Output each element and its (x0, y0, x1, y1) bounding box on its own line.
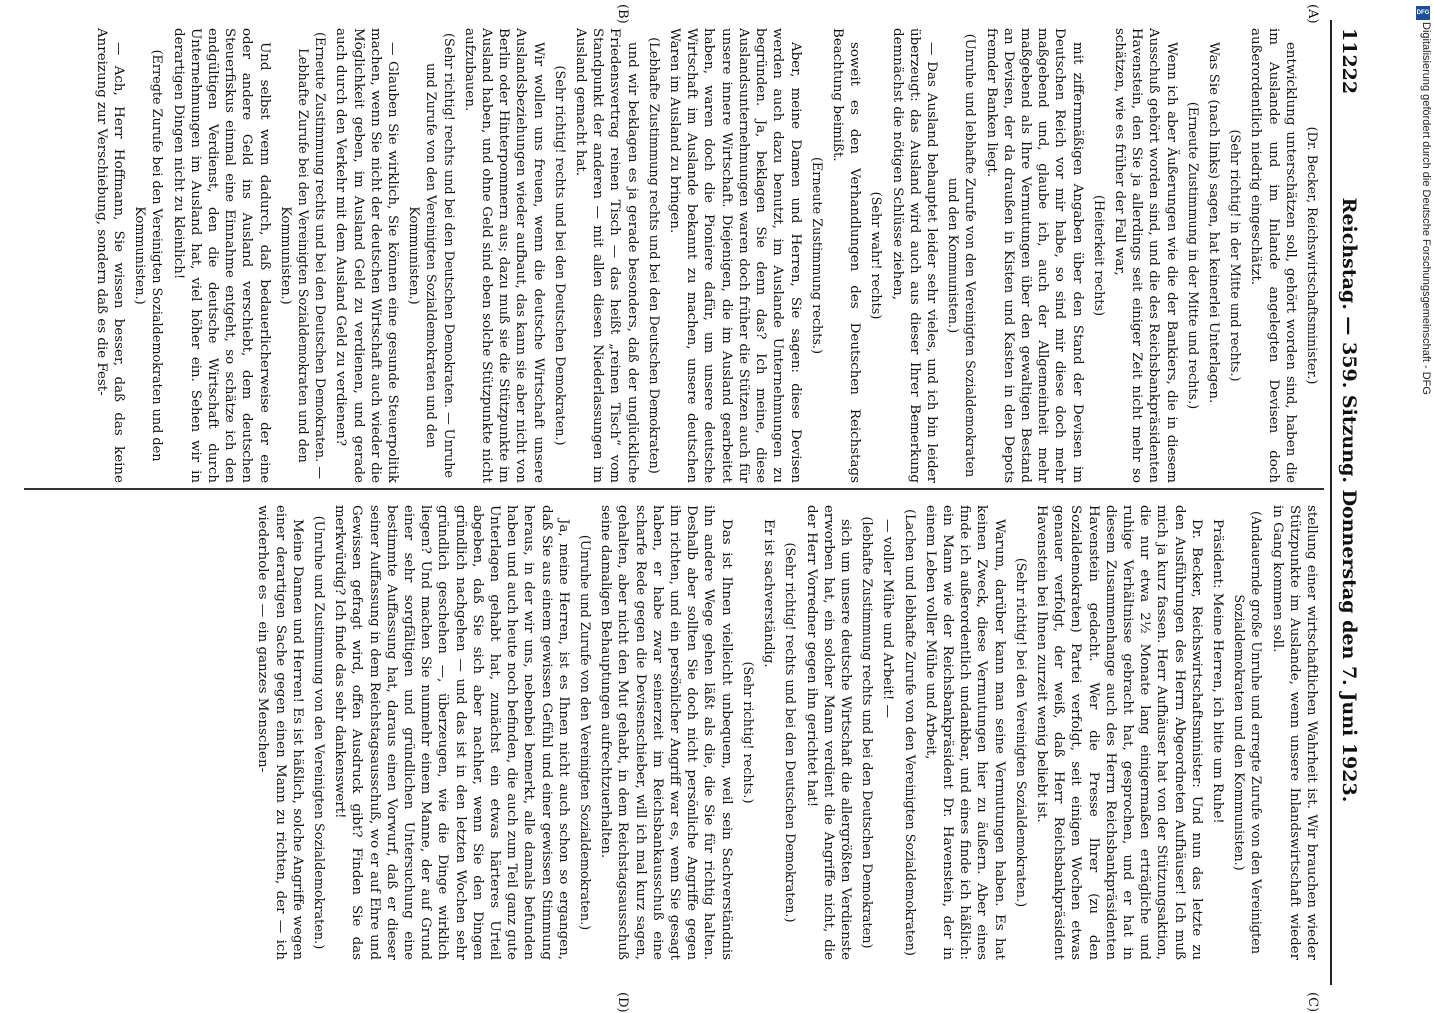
page-title: Reichstag. — 359. Sitzung. Donnerstag den 7. Juni 1923. (1338, 197, 1360, 803)
right-column (30, 505, 1320, 960)
paragraph: (Heiterkeit rechts) (1090, 194, 1106, 317)
paragraph: Wenn ich aber Äußerungen wie die der Bankiers, die in diesem Ausschuß gehört worden sind, und die des Reichsbankpräsidenten Havenstein, den Sie ja allerdings seit einiger Zeit nicht mehr so schätzen, wie es früher der Fall war, (1111, 28, 1179, 483)
margin-marker-b: (B) (615, 4, 630, 24)
left-column (30, 28, 1320, 483)
paragraph: sich um unsere deutsche Wirtschaft die allergrößten Verdienste erworben hat, ein solcher Mann verdient die Angriffe nicht, die der Herr Vorredner gegen ihn gerichtet hat! (803, 505, 853, 960)
paragraph: (Sehr richtig! rechts und bei den Deutschen Demokraten.) (782, 542, 798, 923)
paragraph: Präsident: Meine Herren, ich bitte um Ruhe! (1209, 519, 1225, 824)
paragraph: — Ach, Herr Hoffmann, Sie wissen besser, daß das keine Anreizung zur Verschiebung, sondern daß es die Fest- (93, 28, 126, 483)
paragraph: (Sehr wahr! rechts) (868, 191, 884, 320)
paragraph: und wir beklagen es ja gerade besonders, daß der unglückliche Friedensvertrag reinen Tisch — das heißt „reinen Tisch“ vom Standpunkt der anderen — mit allen diesen Niederlassungen im Ausland gemacht hat. (573, 28, 640, 483)
paragraph: Aber, meine Damen und Herren, Sie sagen: diese Devisen werden auch dazu benutzt, im Auslande Unternehmungen zu begründen. Ja, beklagen Sie denn das? Ich meine, diese Auslandsunternehmungen waren doch früher die Stützen auch für unsere innere Wirtschaft. Diejenigen, die im Ausland gearbeitet haben, waren doch die Pioniere dafür, um unsere deutsche Wirtschaft im Auslande bekannt zu machen, unsere deutschen Waren im Ausland zu bringen. (667, 28, 803, 483)
paragraph: Er ist sachverständig. (761, 519, 777, 668)
margin-marker-a: (A) (1305, 4, 1320, 24)
paragraph: (Lachen und lebhafte Zurufe von den Vereinigten Sozialdemokraten) (901, 509, 917, 956)
paragraph: (Sehr richtig! bei den Vereinigten Sozialdemokraten.) (1012, 557, 1028, 908)
paragraph: Wir wollen uns freuen, wenn die deutsche Wirtschaft unsere Auslandsbeziehungen wieder aufbaut, das kann sie aber nicht von Berlin oder Hinterpommern aus; dazu muß sie die Stützpunkte im Ausland haben, und ohne Geld sind eben solche Stützpunkte nicht aufzubauen. (461, 28, 546, 483)
margin-marker-c: (C) (1305, 992, 1320, 1013)
paragraph: (Sehr richtig! rechts und bei den Deutschen Demokraten. — Unruhe und Zurufe von den Vereinigten Sozialdemokraten und den Kommunisten.) (406, 32, 456, 479)
paragraph: — voller Mühe und Arbeit! — (880, 519, 896, 718)
paragraph: Ja, meine Herren, ist es Ihnen nicht auch schon so ergangen, daß Sie aus einem gewissen Gefühl und einer gewissen Stimmung heraus, in der wir uns, nebenbei bemerkt, alle damals befunden haben und auch heute noch befinden, die auch zum Teil ganz gute Unterlagen gehabt hat, zunächst ein etwas härteres Urteil abgeben, daß Sie sich aber nachher, wenn Sie den Dingen gründlich nachgehen — und das ist in den letzten Wochen sehr gründlich geschehen —, überzeugen, wie die Dinge wirklich liegen? Und machen Sie nunmehr einem Manne, der auf Grund einer sehr sorgfältigen und gründlichen Untersuchung eine bestimmte Auffassung hat, daraus einen Vorwurf, daß er dieser seiner Auffassung in dem Reichstagsausschuß, wo er auf Ehre und Gewissen gefragt wird, offen Ausdruck gibt? Finden Sie das merkwürdig? Ich finde das sehr dankenswert! (332, 505, 571, 960)
paragraph: Das ist Ihnen vielleicht unbequem, weil sein Sachverständnis ihn andere Wege gehen läßt als die, die Sie für richtig halten. Deshalb aber sollten Sie doch nicht persönliche Angriffe gegen ihn richten, und ein persönlicher Angriff war es, wenn Sie gesagt haben, er habe zwar seinerzeit im Reichsbankausschuß eine scharfe Rede gegen die Devisenschieber, will ich mal kurz sagen, gehalten, aber nicht den Mut gehabt, in dem Reichstagsausschuß seine damaligen Behauptungen aufrechtzuerhalten. (598, 505, 734, 960)
page-number: 11222 (1338, 28, 1360, 95)
paragraph: (Unruhe und Zurufe von den Vereinigten Sozialdemokraten.) (577, 534, 593, 931)
paragraph: — Glauben Sie wirklich, Sie können eine gesunde Steuerpolitik machen, wenn Sie nicht der deutschen Wirtschaft auch wieder die Möglichkeit geben, im Ausland Geld zu verdienen, und gerade auch durch den Verkehr mit dem Ausland Geld zu verdienen? (333, 28, 401, 483)
dfg-credit-text: Digitalisierung gefördert durch die Deutsche Forschungsgemeinschaft - DFG (1420, 22, 1432, 395)
paragraph: soweit es den Verhandlungen des Deutschen Reichstags Beachtung beimißt. (829, 28, 863, 483)
paragraph: (Lebhafte Zustimmung rechts und bei den Deutschen Demokraten) (645, 37, 661, 474)
paragraph: (Sehr richtig! rechts.) (739, 661, 755, 804)
paragraph: entwicklung unterschätzen soll, gehört worden sind, haben die im Auslande und im Inlande angelegten Devisen doch außerordentlich niedrig eingeschätzt. (1248, 28, 1298, 483)
paragraph: Dr. Becker, Reichswirtschaftsminister: Und nun das letzte zu den Ausführungen des Herrn Abgeordneten Aufhäuser! Ich muß mich ja kurz fassen. Herr Aufhäuser hat von der Stützungsaktion, die nur etwa 2½ Monate lang einigermaßen erträgliche und ruhige Verhältnisse gebracht hat, gesprochen, und er hat in diesem Zusammenhange auch des Herrn Reichsbankpräsidenten Havenstein gedacht. Wer die Presse Ihrer (zu den Sozialdemokraten) Partei verfolgt, seit einigen Wochen etwas genauer verfolgt, der weiß, daß Herr Reichsbankpräsident Havenstein bei Ihnen zurzeit wenig beliebt ist. (1033, 505, 1204, 960)
paragraph: stellung einer wirtschaftlichen Wahrheit ist. Wir brauchen wieder Stützpunkte im Auslande, wenn unsere Inlandswirtschaft wieder in Gang kommen soll. (1269, 505, 1319, 960)
column-divider (24, 488, 1324, 490)
paragraph: (Andauernde große Unruhe und erregte Zurufe von den Vereinigten Sozialdemokraten und den Kommunisten.) (1231, 511, 1264, 954)
paragraph: (Sehr richtig! in der Mitte und rechts.) (1227, 129, 1243, 382)
margin-marker-d: (D) (615, 992, 630, 1013)
header-rule (1330, 20, 1332, 985)
paragraph: Meine Damen und Herren! Es ist häßlich, solche Angriffe wegen einer derartigen Sache gegen einen Mann zu richten, der — ich wiederhole es — ein ganzes Menschen- (255, 505, 305, 960)
paragraph: (Unruhe und lebhafte Zurufe von den Vereinigten Sozialdemokraten und den Kommunisten.) (945, 33, 978, 478)
paragraph: (Erneute Zustimmung rechts.) (808, 156, 824, 355)
paragraph: (Erneute Zustimmung in der Mitte und rechts.) (1184, 101, 1200, 410)
paragraph: (Unruhe und Zustimmung von den Vereinigten Sozialdemokraten.) (311, 515, 327, 950)
paragraph: Warum, darüber kann man seine Vermutungen haben. Es hat keinen Zweck, diese Vermutungen hier zu äußern. Aber eines finde ich außerordentlich undankbar, und eines finde ich häßlich: ein Mann wie der Reichsbankpräsident Dr. Havenstein, der in einem Leben voller Mühe und Arbeit, (922, 505, 1007, 960)
dfg-logo: DFG (1416, 6, 1430, 20)
paragraph: (Sehr richtig! rechts und bei den Deutschen Demokraten.) (551, 65, 567, 446)
paragraph: — Das Ausland behauptet leider sehr vieles, und ich bin leider überzeugt: das Ausland wird auch aus dieser Ihrer Bemerkung demnächst die nötigen Schlüsse ziehen, (889, 28, 939, 483)
paragraph: Und selbst wenn dadurch, daß bedauerlicherweise der eine oder andere Geld ins Ausland verschiebt, dem deutschen Steuerfiskus einmal eine Einnahme entgeht, so schätze ich den endgültigen Verdienst, den die deutsche Wirtschaft durch Unternehmungen im Ausland hat, viel höher ein. Sehen wir in derartigen Dingen nicht zu kleinlich! (170, 28, 272, 483)
paragraph: (lebhafte Zustimmung rechts und bei den Deutschen Demokraten) (859, 516, 875, 949)
paragraph: Was Sie (nach links) sagen, hat keinerlei Unterlagen. (1205, 42, 1221, 404)
paragraph: mit ziffernmäßigen Angaben über den Stand der Devisen im Deutschen Reich vor mir habe, so sind mir diese doch mehr maßgebend und, glaube ich, auch der Allgemeinheit mehr maßgebend als Ihre Vermutungen über den gewaltigen Bestand an Devisen, der da draußen in Kisten und Kasten in den Depots fremder Banken liegt. (983, 28, 1085, 483)
dfg-credit-sidebar (1410, 0, 1434, 1000)
paragraph: (Erregte Zurufe bei den Vereinigten Sozialdemokraten und den Kommunisten.) (132, 49, 165, 462)
paragraph: (Dr. Becker, Reichswirtschaftsminister.) (1304, 126, 1319, 385)
page-header (1330, 0, 1380, 1000)
paragraph: (Erneute Zustimmung rechts und bei den Deutschen Demokraten. — Lebhafte Zurufe bei den Vereinigten Sozialdemokraten und den Kommunisten.) (277, 32, 328, 479)
